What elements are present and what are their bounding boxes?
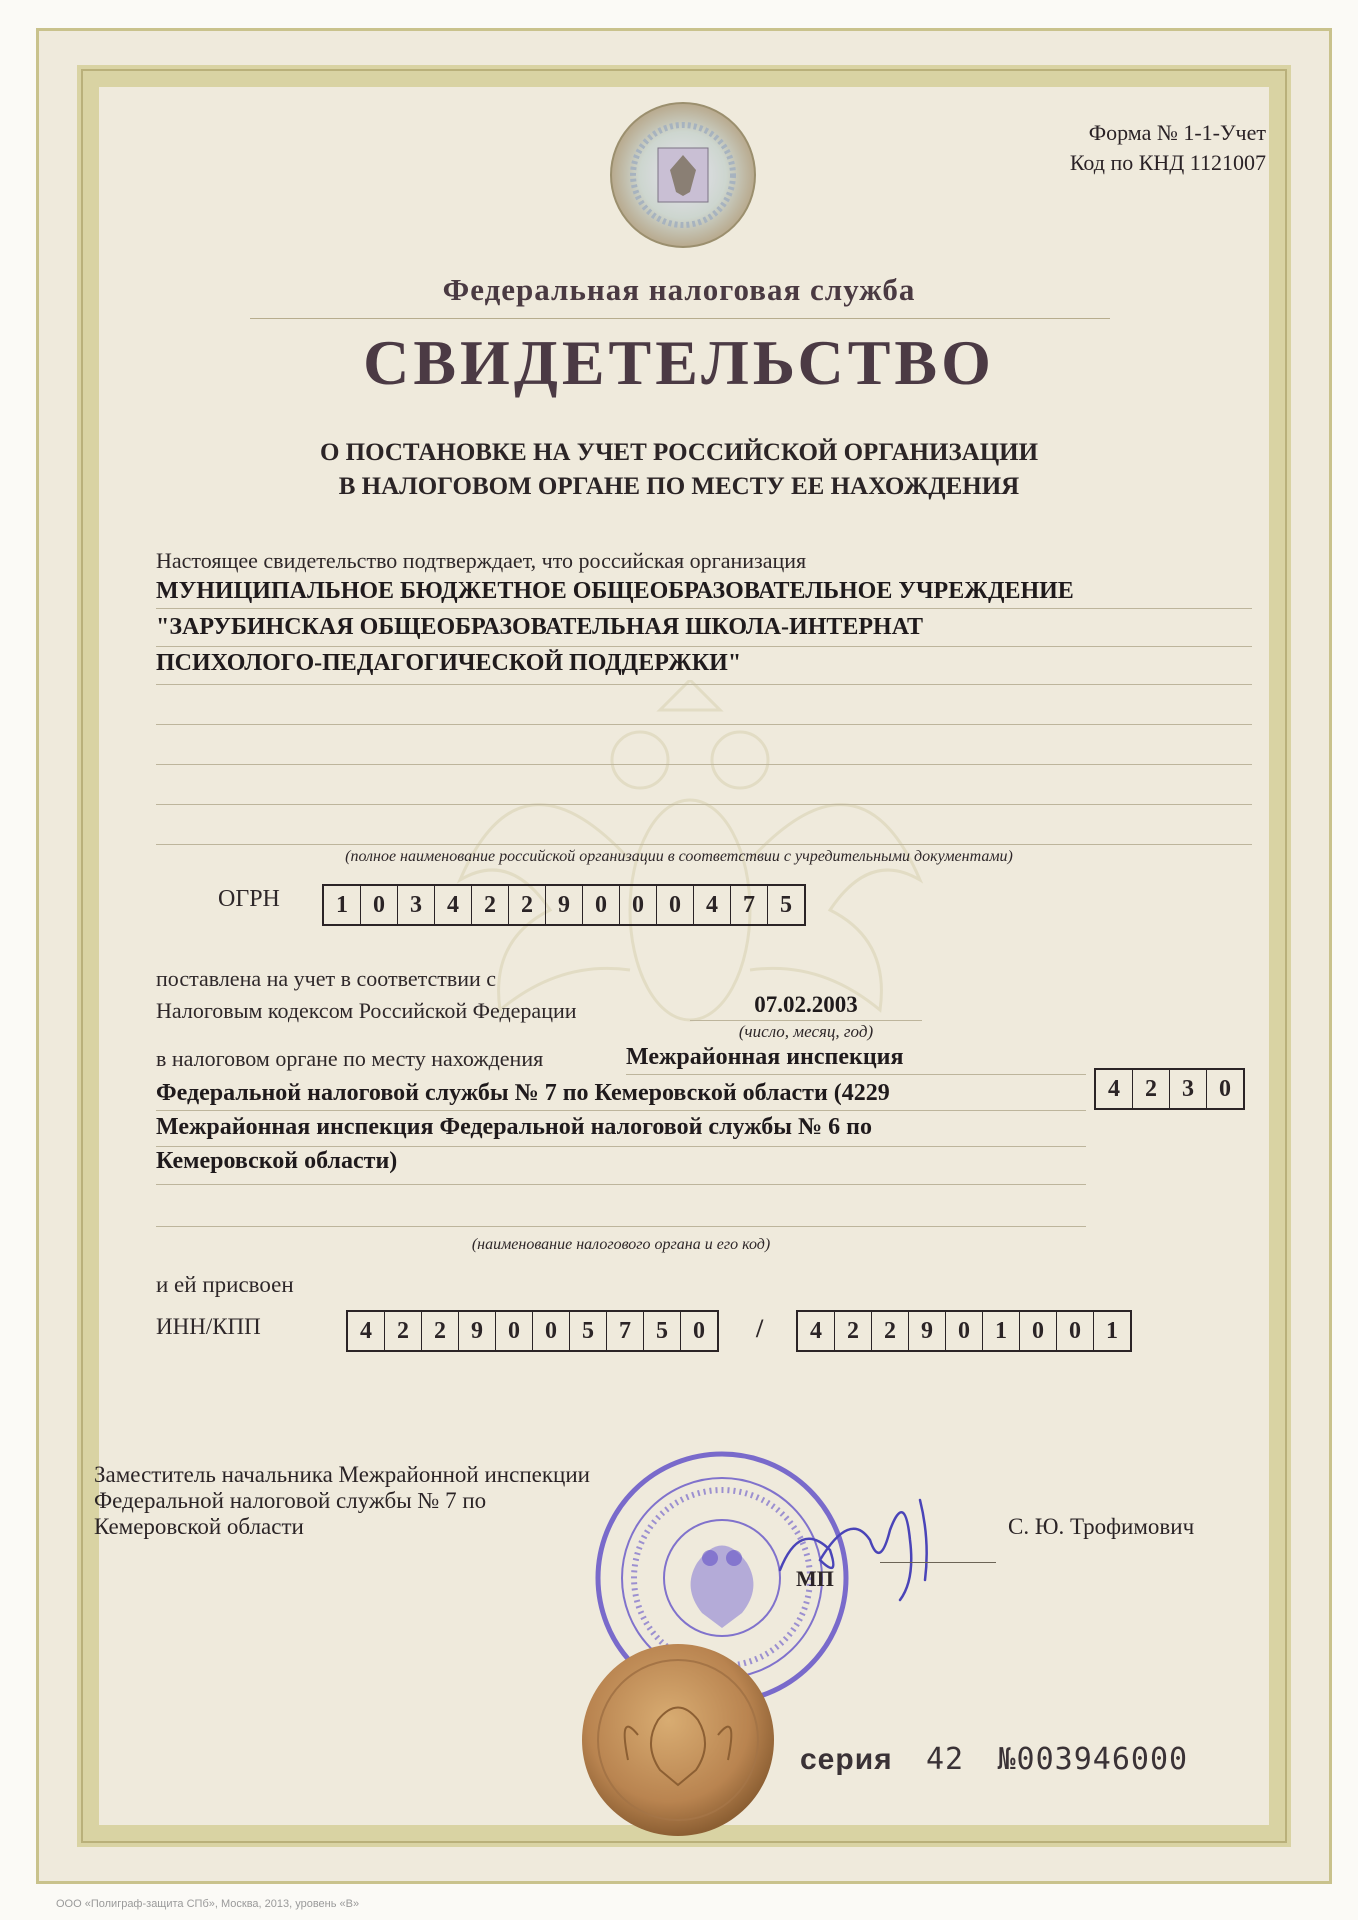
agency-name: Федеральная налоговая служба xyxy=(442,272,916,307)
name-underline-3 xyxy=(156,684,1252,685)
authority-code-digit: 4 xyxy=(1096,1070,1133,1108)
golden-seal xyxy=(578,1640,778,1840)
kpp-cells xyxy=(796,1310,1132,1352)
name-underline-7 xyxy=(156,844,1252,845)
authority-line-4: Кемеровской области) xyxy=(156,1148,398,1174)
ogrn-digit: 7 xyxy=(731,886,768,924)
authority-underline-3 xyxy=(156,1146,1086,1147)
name-underline-6 xyxy=(156,804,1252,805)
inn-digit: 4 xyxy=(348,1312,385,1350)
registration-line-1: поставлена на учет в соответствии с xyxy=(156,966,497,991)
ogrn-digit: 3 xyxy=(398,886,435,924)
kpp-digit: 0 xyxy=(1057,1312,1094,1350)
ogrn-digit: 0 xyxy=(657,886,694,924)
certificate-subtitle xyxy=(0,436,1358,504)
name-underline-2 xyxy=(156,646,1252,647)
certificate-title: СВИДЕТЕЛЬСТВО xyxy=(363,327,995,398)
inn-digit: 5 xyxy=(570,1312,607,1350)
organization-name-line-2: "ЗАРУБИНСКАЯ ОБЩЕОБРАЗОВАТЕЛЬНАЯ ШКОЛА-ИНТЕРНАТ xyxy=(156,614,923,640)
registration-date: 07.02.2003 xyxy=(754,992,858,1017)
position-line-3: Кемеровской области xyxy=(94,1514,304,1539)
position-line-1: Заместитель начальника Межрайонной инспекции xyxy=(94,1462,590,1487)
ogrn-digit: 2 xyxy=(472,886,509,924)
series-value: 42 xyxy=(926,1742,965,1777)
inn-digit: 9 xyxy=(459,1312,496,1350)
printer-info: ООО «Полиграф-защита СПб», Москва, 2013, уровень «В» xyxy=(56,1898,360,1910)
position-line-2: Федеральной налоговой службы № 7 по xyxy=(94,1488,487,1513)
subtitle-line-2: В НАЛОГОВОМ ОРГАНЕ ПО МЕСТУ ЕЕ НАХОЖДЕНИЯ xyxy=(338,473,1020,500)
inn-digit: 0 xyxy=(693,1317,705,1344)
form-info xyxy=(1070,118,1266,178)
ogrn-digit: 0 xyxy=(620,886,657,924)
inn-cells xyxy=(346,1310,719,1352)
name-underline-5 xyxy=(156,764,1252,765)
inn-digit: 0 xyxy=(496,1312,533,1350)
inn-digit: 0 xyxy=(533,1312,570,1350)
organization-intro: Настоящее свидетельство подтверждает, что российская организация xyxy=(156,548,807,573)
authority-caption: (наименование налогового органа и его код) xyxy=(471,1236,771,1253)
authority-code-digit: 0 xyxy=(1219,1075,1231,1102)
series-number: №003946000 xyxy=(997,1742,1189,1777)
inn-kpp-label: ИНН/КПП xyxy=(156,1314,261,1339)
ogrn-digit: 1 xyxy=(324,886,361,924)
authority-line-1: Межрайонная инспекция xyxy=(626,1044,904,1070)
assigned-label: и ей присвоен xyxy=(156,1272,294,1297)
inn-digit: 2 xyxy=(422,1312,459,1350)
stamp-mark: МП xyxy=(796,1566,834,1591)
inn-kpp-separator: / xyxy=(756,1314,764,1343)
authority-underline-4 xyxy=(156,1184,1086,1185)
kpp-digit: 2 xyxy=(872,1312,909,1350)
date-caption: (число, месяц, год) xyxy=(738,1022,874,1041)
authority-line-3: Межрайонная инспекция Федеральной налоговой службы № 6 по xyxy=(156,1114,872,1140)
ogrn-label: ОГРН xyxy=(218,886,280,912)
name-underline-1 xyxy=(156,608,1252,609)
certificate-series xyxy=(800,1742,1188,1777)
ogrn-digit: 5 xyxy=(780,891,792,918)
inn-digit: 7 xyxy=(607,1312,644,1350)
inn-digit: 2 xyxy=(385,1312,422,1350)
kpp-digit: 0 xyxy=(1020,1312,1057,1350)
knd-code: Код по КНД 1121007 xyxy=(1069,150,1266,175)
kpp-digit: 1 xyxy=(983,1312,1020,1350)
date-underline xyxy=(690,1020,922,1021)
ogrn-digit: 9 xyxy=(546,886,583,924)
authority-code-digit: 2 xyxy=(1133,1070,1170,1108)
kpp-digit: 9 xyxy=(909,1312,946,1350)
signer-name: С. Ю. Трофимович xyxy=(1008,1514,1195,1539)
organization-name-line-3: ПСИХОЛОГО-ПЕДАГОГИЧЕСКОЙ ПОДДЕРЖКИ" xyxy=(156,650,742,676)
authority-code-cells xyxy=(1094,1068,1245,1110)
ogrn-digit: 2 xyxy=(509,886,546,924)
organization-name-line-1: МУНИЦИПАЛЬНОЕ БЮДЖЕТНОЕ ОБЩЕОБРАЗОВАТЕЛЬНОЕ УЧРЕЖДЕНИЕ xyxy=(156,578,1074,604)
kpp-digit: 4 xyxy=(798,1312,835,1350)
ogrn-digit: 0 xyxy=(361,886,398,924)
hologram-emblem xyxy=(608,100,758,250)
ogrn-digit: 0 xyxy=(583,886,620,924)
signature-underline xyxy=(880,1562,996,1563)
inn-digit: 5 xyxy=(644,1312,681,1350)
series-label: серия xyxy=(800,1743,893,1776)
authority-underline-2 xyxy=(156,1110,1086,1111)
ogrn-digit: 4 xyxy=(435,886,472,924)
kpp-digit: 0 xyxy=(946,1312,983,1350)
kpp-digit: 1 xyxy=(1106,1317,1118,1344)
subtitle-line-1: О ПОСТАНОВКЕ НА УЧЕТ РОССИЙСКОЙ ОРГАНИЗАЦИИ xyxy=(319,439,1039,466)
authority-prefix: в налоговом органе по месту нахождения xyxy=(156,1046,544,1071)
ogrn-cells xyxy=(322,884,806,926)
authority-underline-1 xyxy=(626,1074,1086,1075)
authority-underline-5 xyxy=(156,1226,1086,1227)
ogrn-digit: 4 xyxy=(694,886,731,924)
agency-divider xyxy=(250,318,1110,319)
name-underline-4 xyxy=(156,724,1252,725)
authority-line-2: Федеральной налоговой службы № 7 по Кемеровской области (4229 xyxy=(156,1080,890,1106)
form-number: Форма № 1-1-Учет xyxy=(1088,120,1266,145)
registration-line-2: Налоговым кодексом Российской Федерации xyxy=(156,998,577,1023)
signatory-position xyxy=(94,1462,590,1540)
kpp-digit: 2 xyxy=(835,1312,872,1350)
organization-name-caption: (полное наименование российской организации в соответствии с учредительными документами) xyxy=(345,848,1013,865)
authority-code-digit: 3 xyxy=(1170,1070,1207,1108)
